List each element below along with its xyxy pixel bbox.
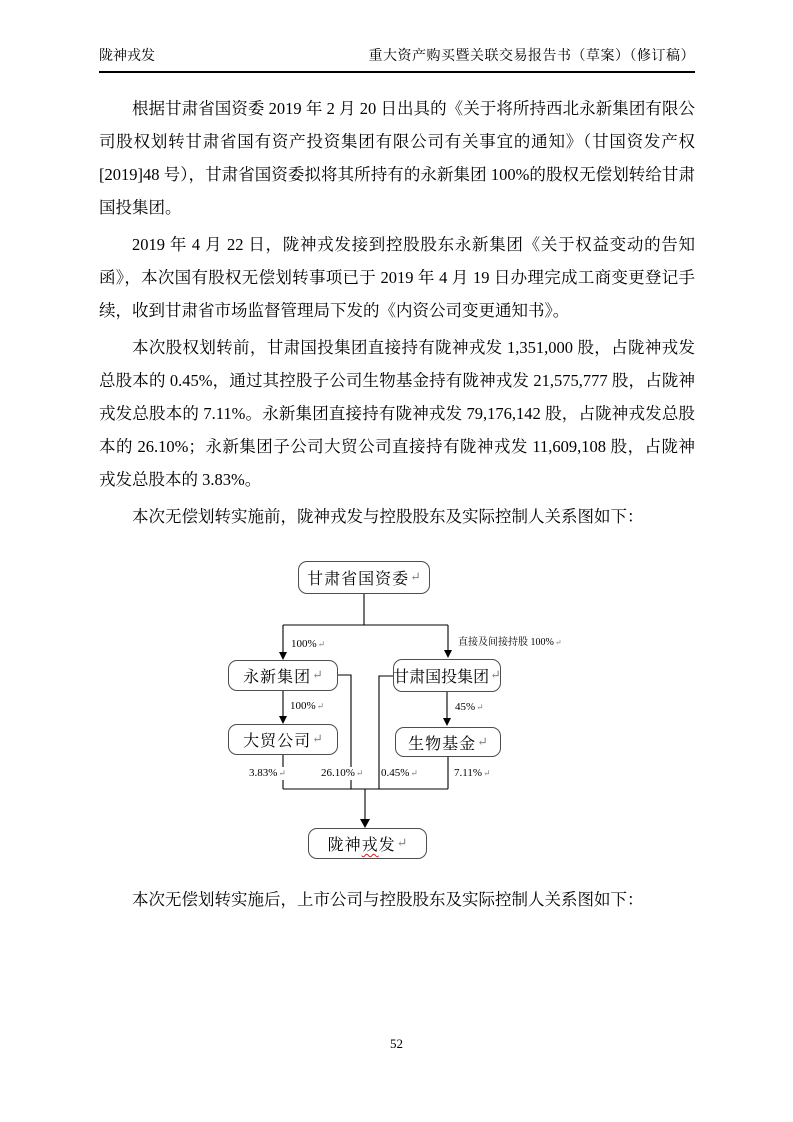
edge-label-yongxin-to-damao: 100%↵ <box>290 700 325 712</box>
edge-label-gov-to-guotou: 直接及间接持股 100%↵ <box>458 637 562 648</box>
paragraph-shareholding-detail: 本次股权划转前，甘肃国投集团直接持有陇神戎发 1,351,000 股，占陇神戎发总股本的 0.45%，通过其控股子公司生物基金持有陇神戎发 21,575,777 股，占陇神戎发总股本的 7.11%。永新集团直接持有陇神戎发 79,176,142 股，占陇神戎发总股本的 26.10%；永新集团子公司大贸公司直接持有陇神戎发 11,609,108 股，占陇神戎发总股本的 3.83%。 <box>99 338 695 489</box>
node-biology-fund <box>395 727 501 757</box>
return-mark: ↵ <box>312 668 323 682</box>
node-longshen-rongfa-label: 陇神 <box>327 837 362 854</box>
node-damao-company-label: 大贸公司 <box>243 733 312 750</box>
return-mark: ↵ <box>477 734 488 749</box>
edge-label-damao-to-longshen: 3.83%↵ <box>249 767 286 779</box>
return-mark: ↵ <box>312 732 323 746</box>
node-gansu-sasac <box>298 561 430 594</box>
edge-label-guotou-to-longshen: 0.45%↵ <box>381 767 418 779</box>
edge-label-shengwu-to-longshen: 7.11%↵ <box>454 767 491 779</box>
document-body <box>99 92 695 920</box>
paragraph-notice: 根据甘肃省国资委 2019 年 2 月 20 日出具的《关于将所持西北永新集团有限公司股权划转甘肃省国有资产投资集团有限公司有关事宜的通知》（甘国资发产权[2019]48 号），甘肃省国资委拟将其所持有的永新集团 100%的股权无偿划转给甘肃国投集团。 <box>99 99 695 217</box>
header-doc-title: 重大资产购买暨关联交易报告书（草案）（修订稿） <box>368 49 695 64</box>
page-header <box>99 48 695 73</box>
return-mark: ↵ <box>410 570 421 584</box>
node-longshen-rongfa <box>308 828 427 859</box>
node-biology-fund-label: 生物基金 <box>408 735 477 753</box>
page-number: 52 <box>390 1036 403 1051</box>
edge-label-yongxin-to-longshen: 26.10%↵ <box>321 767 364 779</box>
paragraph-after-transfer-intro: 本次无偿划转实施后，上市公司与控股股东及实际控制人关系图如下： <box>132 890 644 909</box>
spellcheck-underline: 戎 <box>361 837 379 854</box>
node-gansu-guotou-group-label: 甘肃国投集团 <box>393 669 490 686</box>
edge-label-guotou-to-shengwu: 45%↵ <box>455 701 484 713</box>
return-mark: ↵ <box>490 668 501 682</box>
header-company-name: 陇神戎发 <box>99 49 155 64</box>
paragraph-equity-change: 2019 年 4 月 22 日，陇神戎发接到控股股东永新集团《关于权益变动的告知函》，本次国有股权无偿划转事项已于 2019 年 4 月 19 日办理完成工商变更登记手续，收到甘肃省市场监督管理局下发的《内资公司变更通知书》。 <box>99 235 695 320</box>
return-mark: ↵ <box>396 836 408 850</box>
paragraph-before-transfer-intro: 本次无偿划转实施前，陇神戎发与控股股东及实际控制人关系图如下： <box>132 507 644 526</box>
node-damao-company <box>228 724 338 755</box>
page-footer <box>0 1036 793 1052</box>
edge-label-gov-to-yongxin: 100%↵ <box>291 638 326 650</box>
node-gansu-sasac-label: 甘肃省国资委 <box>307 571 410 588</box>
ownership-structure-diagram <box>99 537 695 869</box>
node-longshen-rongfa-label-suffix: 发 <box>378 837 396 854</box>
node-gansu-guotou-group <box>393 659 501 692</box>
node-yongxin-group <box>228 660 338 691</box>
node-yongxin-group-label: 永新集团 <box>243 669 312 686</box>
